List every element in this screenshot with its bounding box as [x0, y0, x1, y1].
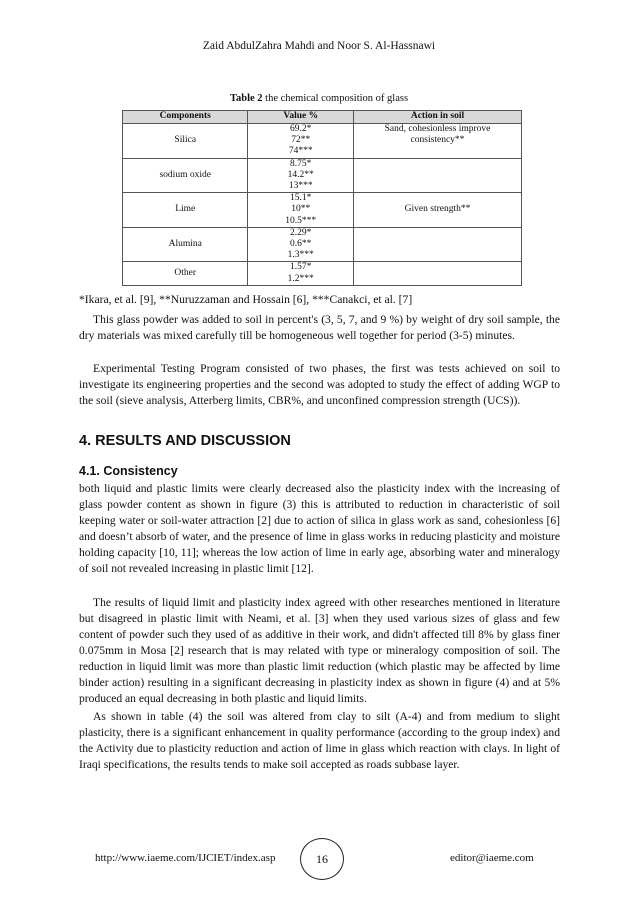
cell-values [248, 124, 354, 159]
paragraph-text: Experimental Testing Program consisted of two phases, the first was tests achieved on soil to investigate its engineering properties and the second was adopted to study the effect of adding WGP to the soil (sieve analysis, Atterberg limits, CBR%, and unconfined compression strength (UCS)). [79, 362, 560, 407]
running-header: Zaid AbdulZahra Mahdi and Noor S. Al-Hassnawi [202, 40, 436, 52]
table-caption [0, 93, 638, 104]
table-row [123, 193, 522, 228]
cell-value: 72** [291, 135, 311, 146]
cell-action [354, 262, 522, 285]
subsection-heading: 4.1. Consistency [79, 464, 178, 478]
table-row [123, 124, 522, 159]
page-number: 16 [300, 838, 344, 880]
page-footer [0, 838, 638, 878]
cell-component: sodium oxide [123, 158, 248, 193]
paragraph-text: This glass powder was added to soil in percent's (3, 5, 7, and 9 %) by weight of dry soil sample, the dry materials was mixed carefully till be homogeneous well together for period (3-5) minutes. [79, 313, 560, 342]
cell-value: 2.29* [290, 227, 312, 238]
table-label: Table 2 [229, 93, 263, 104]
table-row [123, 158, 522, 193]
paragraph-testing-program [79, 361, 560, 409]
cell-value: 1.57* [290, 262, 312, 273]
cell-value: 15.1* [290, 193, 312, 204]
table-row [123, 227, 522, 262]
cell-value: 74*** [288, 146, 313, 157]
cell-values [248, 158, 354, 193]
cell-value: 69.2* [290, 124, 312, 134]
cell-action: Sand, cohesionless improve consistency** [354, 124, 522, 159]
cell-component: Alumina [123, 227, 248, 262]
cell-value: 0.6** [290, 239, 312, 250]
cell-component: Other [123, 262, 248, 285]
footer-email-link[interactable]: editor@iaeme.com [450, 852, 534, 864]
footer-url-link[interactable]: http://www.iaeme.com/IJCIET/index.asp [95, 852, 276, 864]
cell-values [248, 193, 354, 228]
cell-value: 14.2** [287, 169, 314, 180]
cell-component: Lime [123, 193, 248, 228]
table-header-row [123, 111, 522, 124]
cell-action [354, 227, 522, 262]
cell-value: 8.75* [290, 158, 312, 169]
paragraph-liquid-limit [79, 595, 560, 707]
chemical-composition-table [122, 110, 522, 286]
paragraph-text: As shown in table (4) the soil was altered from clay to silt (A-4) and from medium to slight plasticity, there is a significant enhancement in quality performance (according to the group index) and the Activity due to plasticity reduction and action of lime in glass which reaction with clays. In light of Iraqi specifications, the results tends to make soil accepted as roads subbase layer. [79, 710, 560, 771]
table-caption-text: the chemical composition of glass [262, 93, 409, 104]
cell-action: Given strength** [354, 193, 522, 228]
cell-values [248, 262, 354, 285]
cell-value: 1.2*** [287, 273, 314, 284]
table-footnote: *Ikara, et al. [9], **Nuruzzaman and Hossain [6], ***Canakci, et al. [7] [79, 293, 413, 306]
table-row [123, 262, 522, 285]
section-heading: 4. RESULTS AND DISCUSSION [79, 433, 291, 449]
column-header-components: Components [123, 111, 248, 124]
cell-value: 10.5*** [285, 215, 317, 226]
cell-action [354, 158, 522, 193]
paragraph-text: both liquid and plastic limits were clearly decreased also the plasticity index with the increasing of glass powder content as shown in figure (3) this is attributed to reduction in characteristic of soil keeping water or soil-water attraction [2] due to action of silica in glass work as sand, cohesionless [6] and doesn’t absorb of water, and the presence of lime in glass works in reducing plasticity and moisture holding capacity [10, 11]; whereas the low action of lime in early age, absorbing water and mineralogy of soil not revealed increasing in plastic limit [12]. [79, 482, 560, 575]
cell-value: 10** [291, 204, 311, 215]
cell-value: 13*** [288, 181, 313, 192]
paragraph-table4 [79, 709, 560, 773]
cell-values [248, 227, 354, 262]
cell-component: Silica [123, 124, 248, 159]
column-header-action: Action in soil [354, 111, 522, 124]
paragraph-glass-powder [79, 312, 560, 344]
paragraph-consistency [79, 481, 560, 577]
column-header-value: Value % [248, 111, 354, 124]
paragraph-text: The results of liquid limit and plasticity index agreed with other researches mentioned in literature but disagreed in plastic limit with Neami, et al. [3] when they used various sizes of glass and few content of powder such they used of as additive in their work, and didn't affected till 8% by glass finer 0.075mm in Mosa [2] research that is may related with type or mineralogy composition of soil. The reduction in liquid limit was more than plastic limit reduction (which plastic may be affected by lime binder action) resulting in a significant decreasing in plasticity index as shown in figure (4) and at 5% produced an equal decreasing in both plastic and liquid limits. [79, 596, 560, 705]
cell-value: 1.3*** [287, 250, 314, 261]
